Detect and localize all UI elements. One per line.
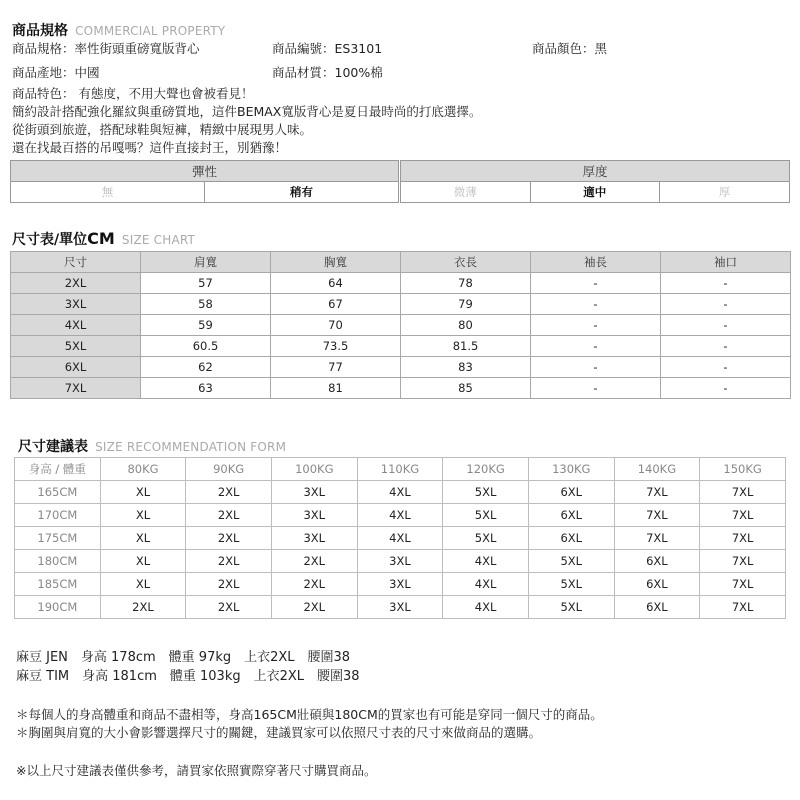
recommend-size-cell: 3XL — [357, 596, 443, 619]
size-value-cell: 77 — [271, 357, 401, 378]
spec-color: 商品顏色：黑 — [532, 41, 608, 56]
footer-note: ※以上尺寸建議表僅供參考，請買家依照實際穿著尺寸購買商品。 — [16, 763, 377, 778]
size-chart-title — [12, 229, 195, 249]
height-label-cell: 185CM — [15, 573, 101, 596]
size-chart-header-cell: 胸寬 — [271, 252, 401, 273]
recommend-header-cell: 90KG — [186, 458, 272, 481]
note-1: ＊每個人的身高體重和商品不盡相等，身高165CM壯碩與180CM的買家也有可能是穿同一個尺寸的商品。 — [16, 707, 603, 722]
recommend-size-cell: 4XL — [443, 596, 529, 619]
recommend-title-en: SIZE RECOMMENDATION FORM — [95, 440, 287, 454]
recommend-size-cell: 6XL — [528, 481, 614, 504]
specs-title-zh: 商品規格 — [12, 23, 68, 39]
elasticity-option-slight: 稍有 — [205, 182, 399, 203]
table-header-row — [15, 458, 786, 481]
size-value-cell: 85 — [401, 378, 531, 399]
size-value-cell: 64 — [271, 273, 401, 294]
specs-title — [12, 20, 225, 40]
size-chart-header-cell: 袖口 — [661, 252, 791, 273]
recommend-size-cell: 7XL — [700, 527, 786, 550]
spec-desc-4: 還在找最百搭的吊嘎嗎？這件直接封王，別猶豫！ — [12, 140, 288, 155]
table-row — [11, 294, 791, 315]
size-chart-title-unit: CM — [87, 229, 115, 248]
recommend-size-cell: 5XL — [443, 527, 529, 550]
elasticity-option-none: 無 — [11, 182, 205, 203]
recommend-header-cell: 110KG — [357, 458, 443, 481]
recommend-table — [14, 457, 786, 619]
model-jen: 麻豆 JEN 身高 178cm 體重 97kg 上衣2XL 腰圍38 — [16, 650, 351, 665]
recommend-size-cell: 5XL — [443, 504, 529, 527]
recommend-title-zh: 尺寸建議表 — [18, 439, 88, 455]
recommend-size-cell: 6XL — [528, 527, 614, 550]
recommend-size-cell: 4XL — [357, 504, 443, 527]
size-chart-table — [10, 251, 791, 399]
table-row — [15, 573, 786, 596]
size-value-cell: 70 — [271, 315, 401, 336]
size-value-cell: - — [531, 336, 661, 357]
size-label-cell: 6XL — [11, 357, 141, 378]
specs-title-en: COMMERCIAL PROPERTY — [75, 24, 226, 38]
size-chart-header-cell: 衣長 — [401, 252, 531, 273]
table-row — [11, 315, 791, 336]
size-value-cell: - — [661, 273, 791, 294]
size-value-cell: 81 — [271, 378, 401, 399]
size-value-cell: - — [531, 357, 661, 378]
recommend-size-cell: 7XL — [614, 527, 700, 550]
recommend-size-cell: 2XL — [186, 504, 272, 527]
table-row — [15, 481, 786, 504]
recommend-size-cell: 6XL — [614, 550, 700, 573]
recommend-size-cell: 2XL — [186, 481, 272, 504]
recommend-size-cell: 2XL — [271, 573, 357, 596]
spec-code: 商品編號：ES3101 — [272, 41, 383, 56]
recommend-size-cell: 7XL — [614, 504, 700, 527]
recommend-size-cell: XL — [100, 504, 186, 527]
size-value-cell: - — [661, 315, 791, 336]
note-2: ＊胸圍與肩寬的大小會影響選擇尺寸的關鍵，建議買家可以依照尺寸表的尺寸來做商品的選購。 — [16, 725, 542, 740]
size-value-cell: - — [531, 273, 661, 294]
table-header-row — [11, 252, 791, 273]
table-row — [15, 527, 786, 550]
recommend-size-cell: 4XL — [443, 550, 529, 573]
spec-desc-2: 簡約設計搭配強化羅紋與重磅質地，這件BEMAX寬版背心是夏日最時尚的打底選擇。 — [12, 104, 482, 119]
recommend-size-cell: 5XL — [528, 550, 614, 573]
recommend-header-cell: 100KG — [271, 458, 357, 481]
size-value-cell: - — [661, 357, 791, 378]
recommend-size-cell: 7XL — [614, 481, 700, 504]
table-row — [11, 273, 791, 294]
model-tim: 麻豆 TIM 身高 181cm 體重 103kg 上衣2XL 腰圍38 — [16, 669, 360, 684]
height-label-cell: 170CM — [15, 504, 101, 527]
thickness-label: 厚度 — [401, 161, 790, 182]
thickness-option-thick: 厚 — [660, 182, 790, 203]
size-value-cell: 80 — [401, 315, 531, 336]
spec-origin: 商品產地：中國 — [12, 65, 100, 80]
recommend-header-cell: 身高 / 體重 — [15, 458, 101, 481]
size-value-cell: - — [531, 294, 661, 315]
recommend-size-cell: 6XL — [614, 596, 700, 619]
thickness-option-medium: 適中 — [530, 182, 660, 203]
size-value-cell: 57 — [141, 273, 271, 294]
recommend-size-cell: 5XL — [528, 573, 614, 596]
size-value-cell: 78 — [401, 273, 531, 294]
recommend-size-cell: 4XL — [443, 573, 529, 596]
height-label-cell: 190CM — [15, 596, 101, 619]
height-label-cell: 165CM — [15, 481, 101, 504]
size-value-cell: 62 — [141, 357, 271, 378]
size-value-cell: - — [661, 378, 791, 399]
elasticity-label: 彈性 — [11, 161, 399, 182]
size-value-cell: - — [531, 315, 661, 336]
table-row — [11, 336, 791, 357]
spec-desc-3: 從街頭到旅遊，搭配球鞋與短褲，精緻中展現男人味。 — [12, 122, 313, 137]
table-row — [15, 596, 786, 619]
recommend-header-cell: 130KG — [528, 458, 614, 481]
size-label-cell: 5XL — [11, 336, 141, 357]
size-value-cell: 81.5 — [401, 336, 531, 357]
recommend-header-cell: 120KG — [443, 458, 529, 481]
size-chart-header-cell: 肩寬 — [141, 252, 271, 273]
recommend-size-cell: 2XL — [186, 573, 272, 596]
size-value-cell: 59 — [141, 315, 271, 336]
size-chart-title-zh: 尺寸表/單位 — [12, 232, 88, 248]
spec-name: 商品規格：率性街頭重磅寬版背心 — [12, 41, 200, 56]
recommend-size-cell: 3XL — [357, 573, 443, 596]
thickness-option-thin: 微薄 — [401, 182, 531, 203]
size-value-cell: 67 — [271, 294, 401, 315]
recommend-header — [15, 458, 786, 481]
recommend-size-cell: 5XL — [528, 596, 614, 619]
recommend-size-cell: 3XL — [357, 550, 443, 573]
size-value-cell: - — [661, 336, 791, 357]
recommend-size-cell: XL — [100, 527, 186, 550]
elasticity-table — [10, 160, 399, 203]
recommend-size-cell: 7XL — [700, 550, 786, 573]
recommend-size-cell: 3XL — [271, 504, 357, 527]
spec-material: 商品材質：100%棉 — [272, 65, 383, 80]
recommend-size-cell: 2XL — [186, 550, 272, 573]
size-label-cell: 7XL — [11, 378, 141, 399]
size-value-cell: - — [531, 378, 661, 399]
height-label-cell: 175CM — [15, 527, 101, 550]
table-row — [11, 357, 791, 378]
size-label-cell: 4XL — [11, 315, 141, 336]
recommend-size-cell: 7XL — [700, 573, 786, 596]
recommend-header-cell: 140KG — [614, 458, 700, 481]
size-chart-header-cell: 袖長 — [531, 252, 661, 273]
size-value-cell: 63 — [141, 378, 271, 399]
recommend-size-cell: 4XL — [357, 481, 443, 504]
size-label-cell: 3XL — [11, 294, 141, 315]
recommend-size-cell: 3XL — [271, 527, 357, 550]
recommend-size-cell: XL — [100, 481, 186, 504]
table-row — [15, 550, 786, 573]
size-value-cell: 73.5 — [271, 336, 401, 357]
size-value-cell: 60.5 — [141, 336, 271, 357]
size-value-cell: 58 — [141, 294, 271, 315]
height-label-cell: 180CM — [15, 550, 101, 573]
recommend-size-cell: XL — [100, 573, 186, 596]
recommend-size-cell: 7XL — [700, 481, 786, 504]
attribute-tables — [10, 160, 790, 203]
recommend-size-cell: 5XL — [443, 481, 529, 504]
recommend-size-cell: 2XL — [100, 596, 186, 619]
recommend-size-cell: 6XL — [614, 573, 700, 596]
spec-desc-1: 商品特色： 有態度，不用大聲也會被看見！ — [12, 86, 254, 101]
recommend-body — [15, 481, 786, 619]
recommend-size-cell: 7XL — [700, 504, 786, 527]
size-value-cell: 79 — [401, 294, 531, 315]
recommend-size-cell: 7XL — [700, 596, 786, 619]
size-label-cell: 2XL — [11, 273, 141, 294]
recommend-size-cell: 2XL — [186, 527, 272, 550]
recommend-size-cell: XL — [100, 550, 186, 573]
size-chart-header — [11, 252, 791, 273]
recommend-size-cell: 2XL — [186, 596, 272, 619]
size-chart-header-cell: 尺寸 — [11, 252, 141, 273]
table-row — [15, 504, 786, 527]
size-chart-title-en: SIZE CHART — [121, 233, 196, 247]
recommend-size-cell: 2XL — [271, 550, 357, 573]
recommend-size-cell: 3XL — [271, 481, 357, 504]
recommend-title — [18, 436, 286, 456]
size-chart-body — [11, 273, 791, 399]
recommend-header-cell: 80KG — [100, 458, 186, 481]
recommend-size-cell: 4XL — [357, 527, 443, 550]
thickness-table — [400, 160, 790, 203]
table-row — [11, 378, 791, 399]
recommend-header-cell: 150KG — [700, 458, 786, 481]
size-value-cell: - — [661, 294, 791, 315]
recommend-size-cell: 6XL — [528, 504, 614, 527]
recommend-size-cell: 2XL — [271, 596, 357, 619]
size-value-cell: 83 — [401, 357, 531, 378]
